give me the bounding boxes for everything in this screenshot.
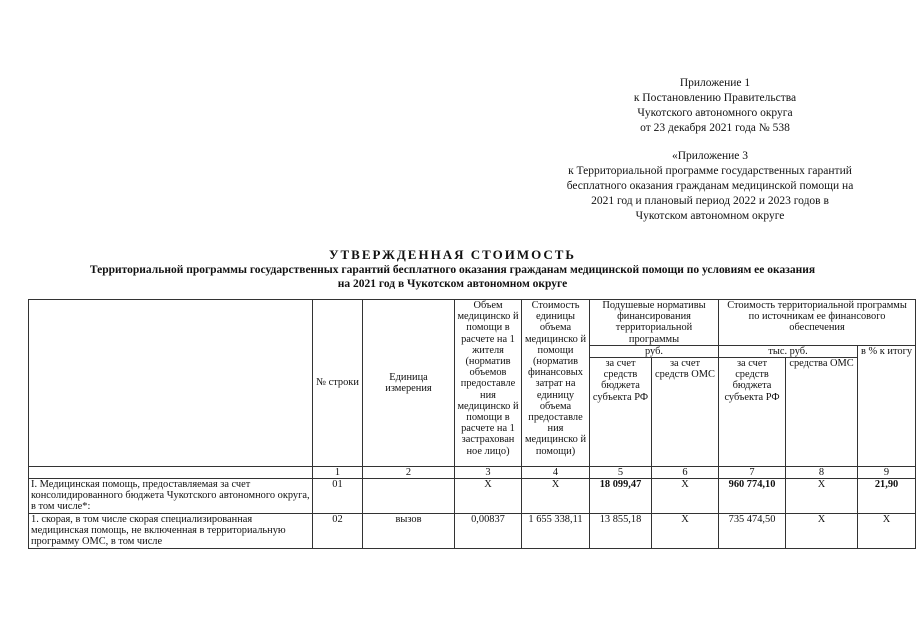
title-subtitle-line-1: Территориальной программы государственных гарантий бесплатного оказания гражданам медицинской помощи по условиям ее оказания	[89, 264, 816, 276]
row-norm-budget: 13 855,18	[590, 514, 652, 549]
row-cost-oms: X	[786, 479, 858, 514]
header-volume: Объем медицинско й помощи в расчете на 1 жителя (норматив объемов предоставле ния медицинско й помощи в расчете на 1 застрахован ное лицо)	[455, 300, 522, 467]
appendix-3-line: «Приложение 3	[671, 150, 749, 162]
row-unit-cost: 1 655 338,11	[522, 514, 590, 549]
header-rub: руб.	[590, 345, 719, 357]
table-row	[29, 479, 916, 514]
appendix-3-line: 2021 год и плановый период 2022 и 2023 годов в	[591, 195, 829, 207]
title-subtitle-line-2: на 2021 год в Чукотском автономном округе	[337, 278, 568, 290]
row-percent: 21,90	[858, 479, 916, 514]
header-unit-cost: Стоимость единицы объема медицинско й помощи (норматив финансовых затрат на единицу объема предоставле ния медицинско й помощи)	[522, 300, 590, 467]
column-number: 8	[786, 467, 858, 479]
column-number-empty	[29, 467, 313, 479]
row-number: 01	[313, 479, 363, 514]
row-cost-oms: X	[786, 514, 858, 549]
header-thous-rub: тыс. руб.	[719, 345, 858, 357]
header-row-number: № строки	[313, 300, 363, 467]
row-cost-budget: 735 474,50	[719, 514, 786, 549]
header-empty-cell	[29, 300, 313, 467]
table-row	[29, 514, 916, 549]
column-numbers-row	[29, 467, 916, 479]
header-cost-budget: за счет средств бюджета субъекта РФ	[719, 358, 786, 467]
column-number: 9	[858, 467, 916, 479]
row-unit	[363, 479, 455, 514]
row-unit: вызов	[363, 514, 455, 549]
appendix-1-line: к Постановлению Правительства	[633, 92, 797, 104]
header-percent: в % к итогу	[858, 345, 916, 466]
appendix-1-line: от 23 декабря 2021 года № 538	[640, 122, 790, 134]
appendix-3-line: к Территориальной программе государственных гарантий	[568, 165, 852, 177]
column-number: 3	[455, 467, 522, 479]
appendix-1-line: Чукотского автономного округа	[637, 107, 793, 119]
row-volume: 0,00837	[455, 514, 522, 549]
column-number: 7	[719, 467, 786, 479]
row-volume: X	[455, 479, 522, 514]
appendix-3-line: бесплатного оказания гражданам медицинской помощи на	[566, 180, 854, 192]
title-main: УТВЕРЖДЕННАЯ СТОИМОСТЬ	[328, 247, 577, 262]
column-number: 1	[313, 467, 363, 479]
header-normatives: Подушевые нормативы финансирования территориальной программы	[590, 300, 719, 346]
header-program-cost: Стоимость территориальной программы по источникам ее финансового обеспечения	[719, 300, 916, 346]
appendix-1-line: Приложение 1	[679, 77, 751, 89]
row-name: I. Медицинская помощь, предоставляемая за счет консолидированного бюджета Чукотского автономного округа, в том числе*:	[29, 479, 313, 514]
column-number: 4	[522, 467, 590, 479]
row-unit-cost: X	[522, 479, 590, 514]
row-name: 1. скорая, в том числе скорая специализированная медицинская помощь, не включенная в территориальную программу ОМС, в том числе	[29, 514, 313, 549]
row-norm-oms: X	[652, 514, 719, 549]
header-unit: Единица измерения	[363, 300, 455, 467]
header-cost-oms: средства ОМС	[786, 358, 858, 467]
column-number: 2	[363, 467, 455, 479]
appendix-1-header	[590, 76, 840, 136]
table-header-row-1	[29, 300, 916, 346]
row-norm-oms: X	[652, 479, 719, 514]
row-cost-budget: 960 774,10	[719, 479, 786, 514]
column-number: 5	[590, 467, 652, 479]
cost-table	[28, 299, 916, 549]
header-norm-budget: за счет средств бюджета субъекта РФ	[590, 358, 652, 467]
appendix-3-line: Чукотском автономном округе	[635, 210, 785, 222]
column-number: 6	[652, 467, 719, 479]
appendix-3-header	[520, 149, 900, 224]
row-norm-budget: 18 099,47	[590, 479, 652, 514]
header-norm-oms: за счет средств ОМС	[652, 358, 719, 467]
document-title	[0, 247, 905, 291]
row-number: 02	[313, 514, 363, 549]
row-percent: X	[858, 514, 916, 549]
